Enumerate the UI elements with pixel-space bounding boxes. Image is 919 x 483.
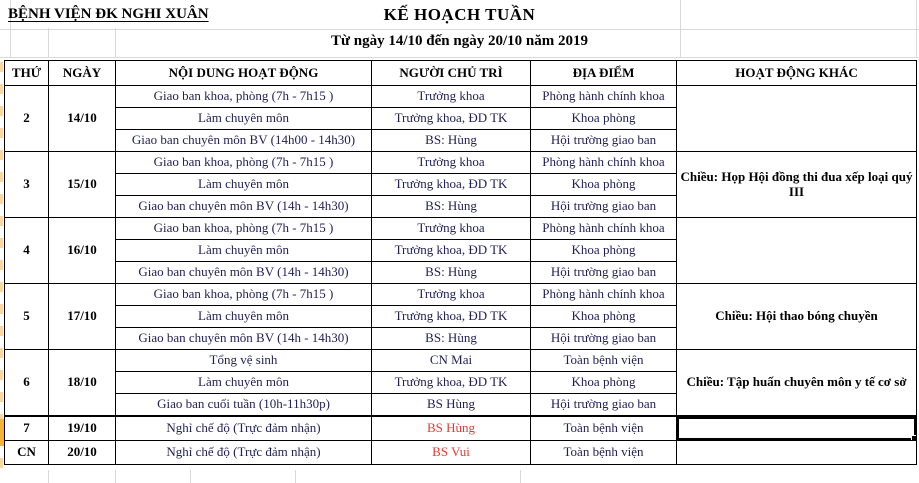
cell-activity[interactable]: Giao ban chuyên môn BV (14h - 14h30) <box>116 262 372 284</box>
cell-activity[interactable]: Giao ban chuyên môn BV (14h00 - 14h30) <box>116 130 372 152</box>
cell-weekday[interactable]: 7 <box>5 416 49 441</box>
gridline <box>115 470 116 483</box>
cell-chair[interactable]: BS: Hùng <box>372 262 531 284</box>
cell-location[interactable]: Hội trường giao ban <box>531 196 677 218</box>
cell-location[interactable]: Phòng hành chính khoa <box>531 218 677 240</box>
cell-chair[interactable]: Trưởng khoa, ĐD TK <box>372 306 531 328</box>
col-header-noidung[interactable]: NỘI DUNG HOẠT ĐỘNG <box>116 61 372 86</box>
cell-date[interactable]: 16/10 <box>49 218 116 284</box>
cell-location[interactable]: Toàn bệnh viện <box>531 416 677 441</box>
cell-chair[interactable]: Trưởng khoa <box>372 86 531 108</box>
col-header-hoatdongkhac[interactable]: HOẠT ĐỘNG KHÁC <box>677 61 917 86</box>
cell-activity[interactable]: Nghỉ chế độ (Trực đảm nhận) <box>116 416 372 441</box>
date-range-subtitle: Từ ngày 14/10 đến ngày 20/10 năm 2019 <box>331 33 588 49</box>
cell-chair[interactable]: Trưởng khoa <box>372 152 531 174</box>
cell-activity[interactable]: Tổng vệ sinh <box>116 350 372 372</box>
gridline <box>295 470 296 483</box>
cell-weekday[interactable]: 4 <box>5 218 49 284</box>
col-header-thu[interactable]: THỨ <box>5 61 49 86</box>
cell-chair[interactable]: Trưởng khoa <box>372 218 531 240</box>
cell-date[interactable]: 15/10 <box>49 152 116 218</box>
cell-other[interactable]: Chiều: Hội thao bóng chuyền <box>677 284 917 350</box>
weekly-plan-table <box>4 60 917 465</box>
cell-chair[interactable]: Trưởng khoa, ĐD TK <box>372 108 531 130</box>
cell-weekday[interactable]: 6 <box>5 350 49 416</box>
cell-chair[interactable]: BS Hùng <box>372 394 531 416</box>
gridline <box>0 57 919 58</box>
gridline <box>0 29 919 30</box>
cell-chair[interactable]: BS: Hùng <box>372 196 531 218</box>
table-row <box>5 350 917 372</box>
cell-chair[interactable]: BS Hùng <box>372 416 531 441</box>
cell-location[interactable]: Phòng hành chính khoa <box>531 284 677 306</box>
cell-location[interactable]: Khoa phòng <box>531 240 677 262</box>
cell-location[interactable]: Khoa phòng <box>531 108 677 130</box>
cell-weekday[interactable]: CN <box>5 441 49 465</box>
cell-activity[interactable]: Làm chuyên môn <box>116 306 372 328</box>
cell-activity[interactable]: Giao ban khoa, phòng (7h - 7h15 ) <box>116 152 372 174</box>
table-row <box>5 218 917 240</box>
cell-date[interactable]: 20/10 <box>49 441 116 465</box>
cell-activity[interactable]: Giao ban khoa, phòng (7h - 7h15 ) <box>116 284 372 306</box>
col-header-ngay[interactable]: NGÀY <box>49 61 116 86</box>
cell-other[interactable] <box>677 86 917 152</box>
cell-chair[interactable]: BS: Hùng <box>372 130 531 152</box>
cell-chair[interactable]: BS Vui <box>372 441 531 465</box>
cell-activity[interactable]: Giao ban chuyên môn BV (14h - 14h30) <box>116 196 372 218</box>
gridline <box>48 470 49 483</box>
gridline <box>190 470 191 483</box>
page-title: KẾ HOẠCH TUẦN <box>383 5 536 24</box>
cell-location[interactable]: Khoa phòng <box>531 306 677 328</box>
hospital-name: BỆNH VIỆN ĐK NGHI XUÂN <box>8 6 209 22</box>
table-row <box>5 441 917 465</box>
cell-activity[interactable]: Giao ban chuyên môn BV (14h - 14h30) <box>116 328 372 350</box>
cell-location[interactable]: Phòng hành chính khoa <box>531 152 677 174</box>
cell-location[interactable]: Hội trường giao ban <box>531 130 677 152</box>
cell-chair[interactable]: Trưởng khoa, ĐD TK <box>372 372 531 394</box>
cell-other[interactable]: Chiều: Tập huấn chuyên môn y tế cơ sở <box>677 350 917 416</box>
selected-cell[interactable] <box>677 416 917 441</box>
cell-activity[interactable]: Nghỉ chế độ (Trực đảm nhận) <box>116 441 372 465</box>
cell-weekday[interactable]: 2 <box>5 86 49 152</box>
cell-activity[interactable]: Làm chuyên môn <box>116 108 372 130</box>
cell-chair[interactable]: Trưởng khoa, ĐD TK <box>372 240 531 262</box>
cell-activity[interactable]: Làm chuyên môn <box>116 174 372 196</box>
cell-chair[interactable]: Trưởng khoa <box>372 284 531 306</box>
cell-date[interactable]: 19/10 <box>49 416 116 441</box>
fill-handle[interactable] <box>911 435 917 441</box>
col-header-diadiem[interactable]: ĐỊA ĐIỂM <box>531 61 677 86</box>
cell-activity[interactable]: Giao ban cuối tuần (10h-11h30p) <box>116 394 372 416</box>
table-row <box>5 152 917 174</box>
cell-location[interactable]: Phòng hành chính khoa <box>531 86 677 108</box>
cell-activity[interactable]: Làm chuyên môn <box>116 240 372 262</box>
table-row <box>5 86 917 108</box>
cell-date[interactable]: 17/10 <box>49 284 116 350</box>
gridline <box>520 470 521 483</box>
cell-activity[interactable]: Làm chuyên môn <box>116 372 372 394</box>
cell-other[interactable] <box>677 218 917 284</box>
cell-location[interactable]: Khoa phòng <box>531 372 677 394</box>
cell-chair[interactable]: CN Mai <box>372 350 531 372</box>
col-header-chutri[interactable]: NGƯỜI CHỦ TRÌ <box>372 61 531 86</box>
cell-location[interactable]: Toàn bệnh viện <box>531 350 677 372</box>
cell-activity[interactable]: Giao ban khoa, phòng (7h - 7h15 ) <box>116 218 372 240</box>
cell-location[interactable]: Khoa phòng <box>531 174 677 196</box>
cell-chair[interactable]: Trưởng khoa, ĐD TK <box>372 174 531 196</box>
cell-date[interactable]: 14/10 <box>49 86 116 152</box>
cell-other[interactable] <box>677 441 917 465</box>
table-row <box>5 284 917 306</box>
table-row <box>5 416 917 441</box>
cell-weekday[interactable]: 3 <box>5 152 49 218</box>
cell-activity[interactable]: Giao ban khoa, phòng (7h - 7h15 ) <box>116 86 372 108</box>
cell-other[interactable]: Chiều: Họp Hội đồng thi đua xếp loại quý III <box>677 152 917 218</box>
header-row <box>5 61 917 86</box>
cell-weekday[interactable]: 5 <box>5 284 49 350</box>
left-gutter-ticks <box>0 62 3 470</box>
cell-location[interactable]: Hội trường giao ban <box>531 328 677 350</box>
cell-location[interactable]: Hội trường giao ban <box>531 394 677 416</box>
cell-chair[interactable]: BS: Hùng <box>372 328 531 350</box>
cell-location[interactable]: Hội trường giao ban <box>531 262 677 284</box>
cell-location[interactable]: Toàn bệnh viện <box>531 441 677 465</box>
cell-date[interactable]: 18/10 <box>49 350 116 416</box>
